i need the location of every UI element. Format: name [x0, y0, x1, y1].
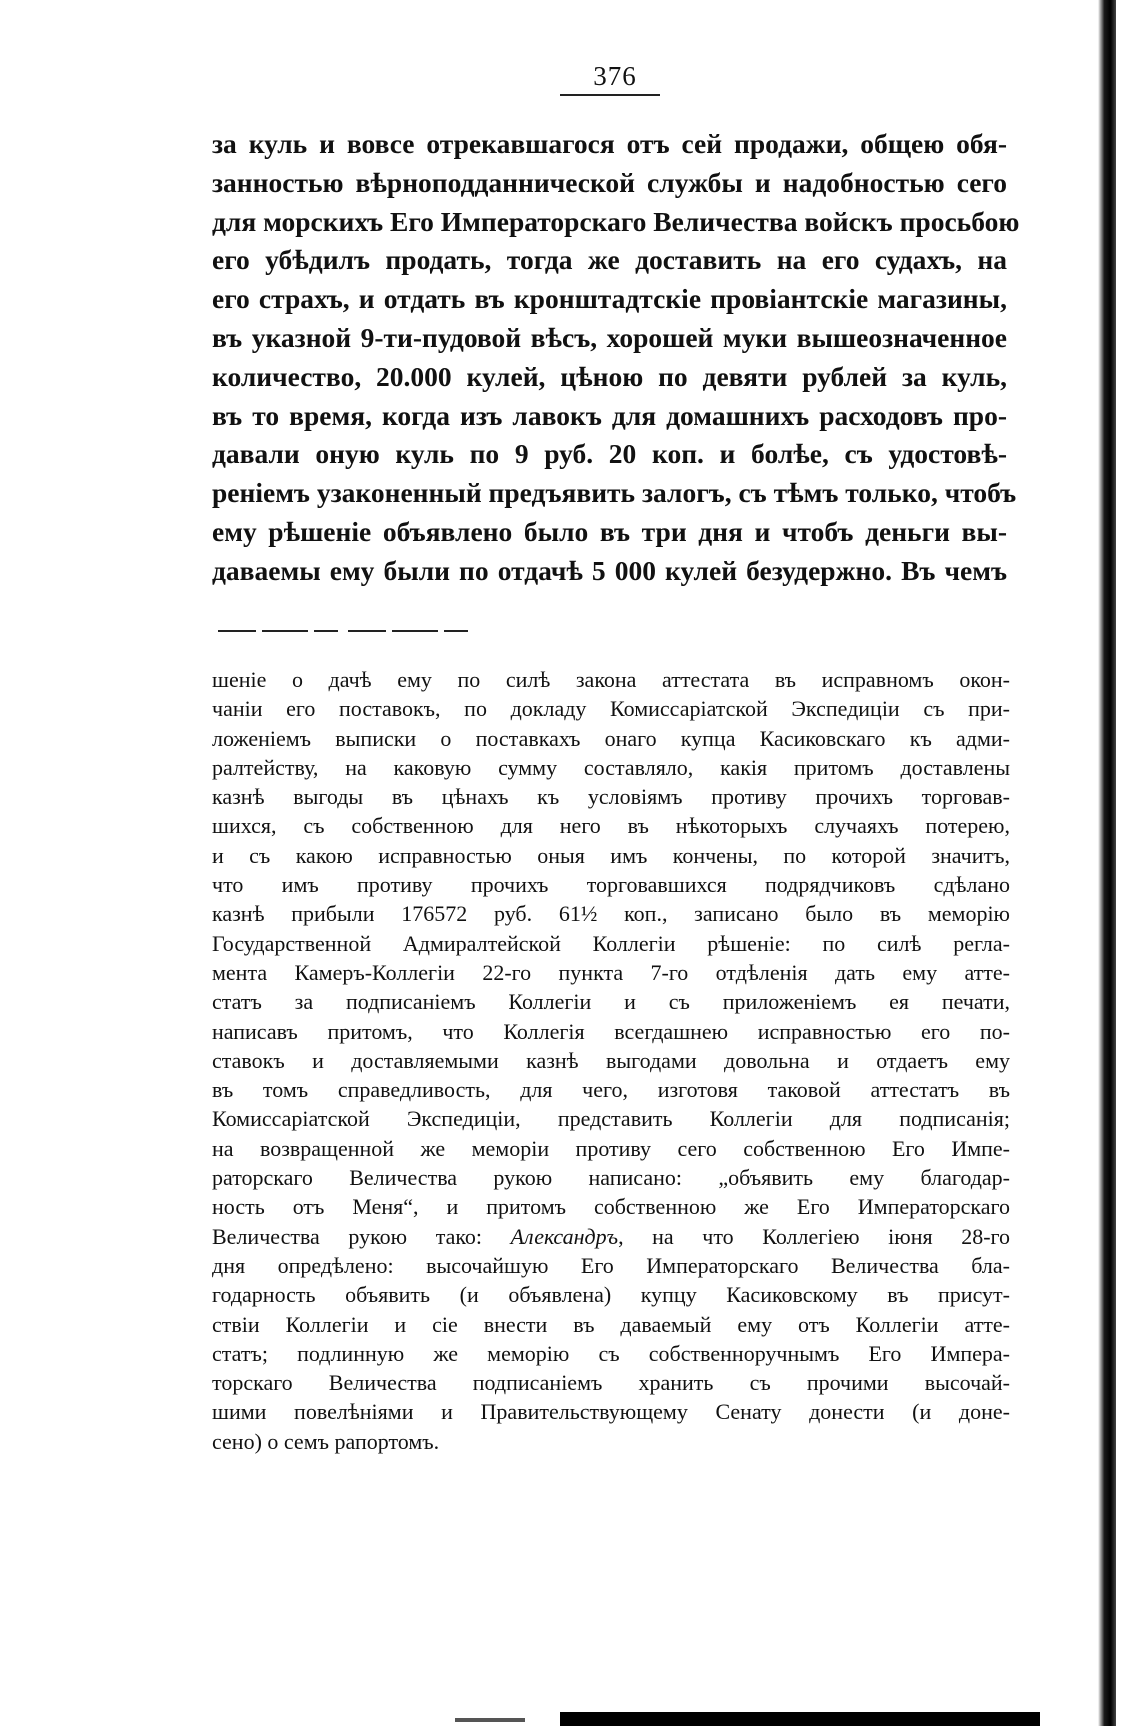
footnote-line: ность отъ Меня“, и притомъ собственною же Его Императорскаго	[212, 1194, 1010, 1220]
main-text-line: для морскихъ Его Императорскаго Величества войскъ просьбою	[212, 205, 1020, 237]
footnote-line: на возвращенной же меморіи противу сего собственною Его Импе-	[212, 1135, 1010, 1161]
footnote-line: и съ какою исправностью оныя имъ кончены, по которой значитъ,	[212, 842, 1010, 868]
main-text-line: занностью вѣрноподданнической службы и надобностью сего	[212, 166, 1007, 198]
footnote-line: дня опредѣлено: высочайшую Его Императорскаго Величества бла-	[212, 1252, 1010, 1278]
main-text-line: давали оную куль по 9 руб. 20 коп. и болѣе, съ удостовѣ-	[212, 438, 1007, 470]
footnote-signature-after: , на что Коллегіею іюня 28-го	[618, 1223, 1011, 1249]
footnote-signature-line	[212, 1222, 1010, 1251]
footnote-line: шими повелѣніями и Правительствующему Сенату донести (и доне-	[212, 1399, 1010, 1425]
main-text	[212, 125, 1020, 591]
footnote-line: чаніи его поставокъ, по докладу Комиссаріатской Экспедиціи съ при-	[212, 696, 1010, 722]
page-number: 376	[593, 61, 637, 91]
footnote-line: торскаго Величества подписаніемъ хранить съ прочими высочай-	[212, 1370, 1010, 1396]
footnote	[212, 665, 1010, 1456]
main-text-line: въ указной 9-ти-пудовой вѣсъ, хорошей муки вышеозначенное	[212, 321, 1007, 353]
scan-edge-bar	[560, 1712, 1040, 1726]
footnote-line: казнѣ прибыли 176572 руб. 61½ коп., записано было въ меморію	[212, 901, 1010, 927]
main-text-line: ему рѣшеніе объявлено было въ три дня и чтобъ деньги вы-	[212, 515, 1007, 547]
footnote-line: статъ за подписаніемъ Коллегіи и съ приложеніемъ ея печати,	[212, 989, 1010, 1015]
main-text-line: за куль и вовсе отрекавшагося отъ сей продажи, общею обя-	[212, 128, 1007, 159]
footnote-line: казнѣ выгоды въ цѣнахъ къ условіямъ противу прочихъ торговав-	[212, 784, 1010, 810]
scan-smudge	[455, 1718, 525, 1722]
footnote-line: ставокъ и доставляемыми казнѣ выгодами довольна и отдаетъ ему	[212, 1047, 1010, 1073]
footnote-line: мента Камеръ-Коллегіи 22-го пункта 7-го отдѣленія дать ему атте-	[212, 959, 1010, 985]
main-text-line: даваемы ему были по отдачѣ 5 000 кулей безудержно. Въ чемъ	[212, 554, 1007, 586]
footnote-separator	[218, 630, 478, 632]
main-text-line: реніемъ узаконенный предъявить залогъ, съ тѣмъ только, чтобъ	[212, 477, 1017, 509]
footnote-line: статъ; подлинную же меморію съ собственноручнымъ Его Импера-	[212, 1340, 1010, 1366]
footnote-line: раторскаго Величества рукою написано: „объявить ему благодар-	[212, 1165, 1010, 1191]
main-text-line: его страхъ, и отдать въ кронштадтскіе провіантскіе магазины,	[212, 283, 1007, 315]
footnote-line: Государственной Адмиралтейской Коллегіи рѣшеніе: по силѣ регла-	[212, 930, 1010, 956]
footnote-line: ложеніемъ выписки о поставкахъ онаго купца Касиковскаго къ адми-	[212, 725, 1010, 751]
footnote-line: годарность объявить (и объявлена) купцу Касиковскому въ присут-	[212, 1282, 1010, 1308]
page-number-underline	[560, 94, 660, 96]
main-text-line: его убѣдилъ продать, тогда же доставить на его судахъ, на	[212, 244, 1007, 276]
main-text-line: въ то время, когда изъ лавокъ для домашнихъ расходовъ про-	[212, 399, 1007, 431]
footnote-line: въ томъ справедливость, для чего, изготовя таковой аттестатъ въ	[212, 1077, 1010, 1103]
page-edge-shadow	[1098, 0, 1116, 1726]
main-text-line: количество, 20.000 кулей, цѣною по девяти рублей за куль,	[212, 360, 1007, 392]
footnote-line: шеніе о дачѣ ему по силѣ закона аттестата въ исправномъ окон-	[212, 667, 1010, 692]
footnote-line: Комиссаріатской Экспедиціи, представить Коллегіи для подписанія;	[212, 1106, 1010, 1132]
footnote-line: написавъ притомъ, что Коллегія всегдашнею исправностью его по-	[212, 1018, 1010, 1044]
footnote-line: что имъ противу прочихъ торговавшихся подрядчиковъ сдѣлано	[212, 872, 1010, 898]
footnote-line: ствіи Коллегіи и сіе внести въ даваемый ему отъ Коллегіи атте-	[212, 1311, 1010, 1337]
footnote-line: шихся, съ собственною для него въ нѣкоторыхъ случаяхъ потерею,	[212, 813, 1010, 839]
signature-name: Александръ	[510, 1223, 619, 1249]
footnote-line: сено) о семъ рапортомъ.	[212, 1428, 440, 1454]
footnote-line: ралтейству, на каковую сумму составляло, какія притомъ доставлены	[212, 754, 1010, 780]
footnote-signature-before: Величества рукою тако:	[212, 1223, 511, 1249]
